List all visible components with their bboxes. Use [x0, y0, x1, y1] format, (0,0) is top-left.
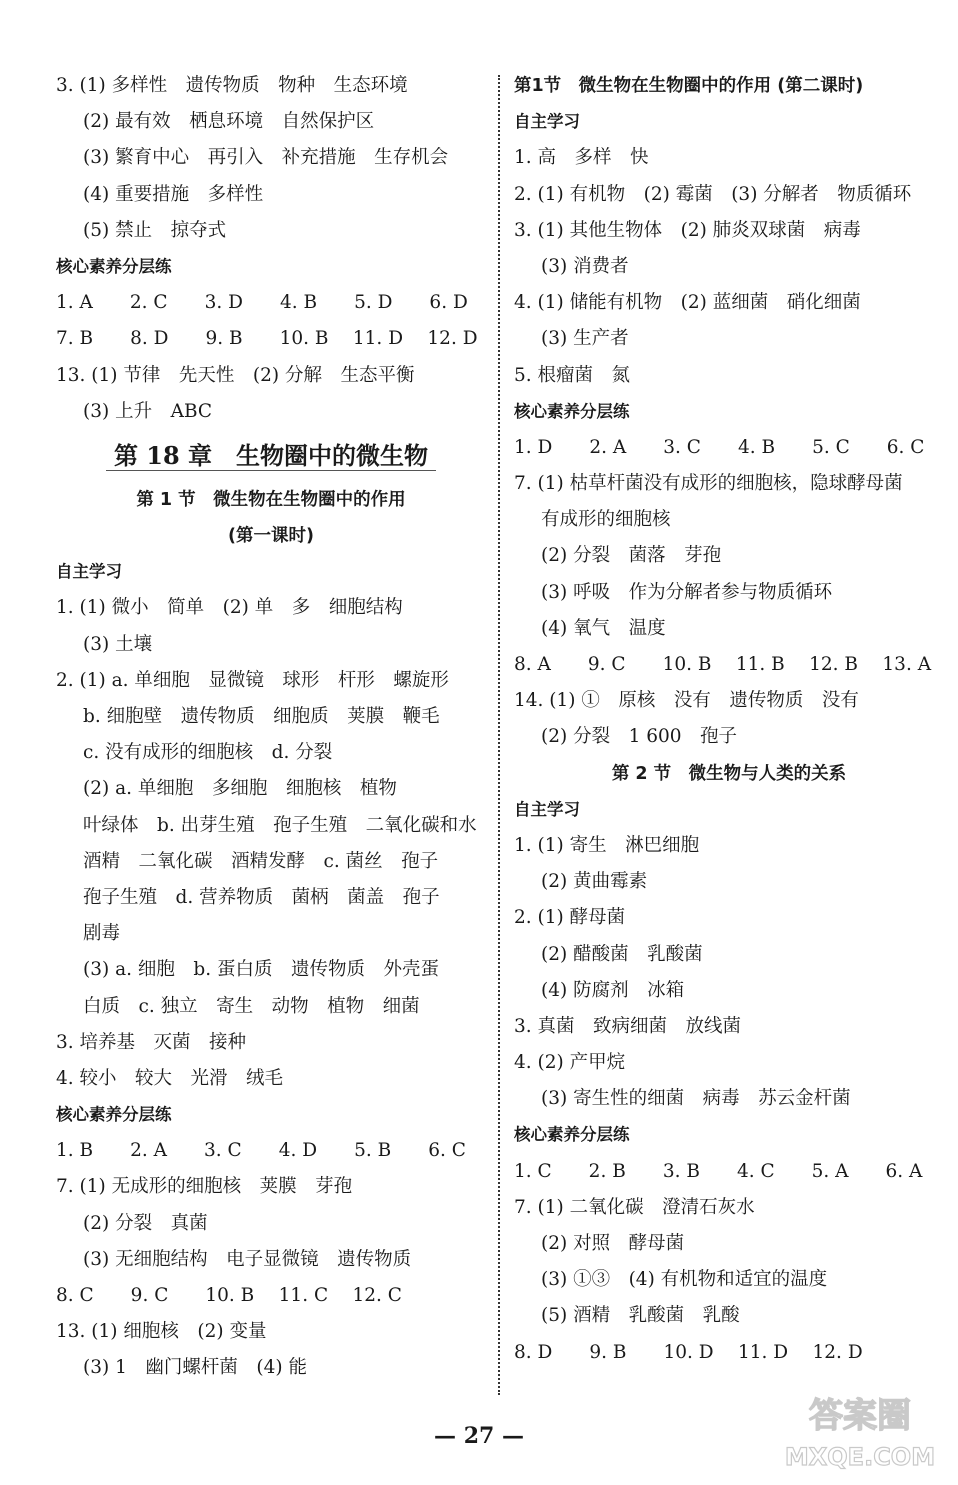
answer-line: (3) 消费者 [541, 255, 629, 277]
subsection-heading: 自主学习 [514, 799, 580, 819]
answer-line: 孢子生殖 d. 营养物质 菌柄 菌盖 孢子 [83, 886, 440, 908]
answer-line: 13. (1) 细胞核 (2) 变量 [56, 1321, 267, 1343]
answer-line: 3. (1) 其他生物体 (2) 肺炎双球菌 病毒 [514, 219, 861, 241]
chapter-title-text: 第 18 章 生物圈中的微生物 [106, 441, 436, 471]
page-number: — 27 — [434, 1423, 524, 1449]
answer-line: (4) 防腐剂 冰箱 [541, 979, 685, 1001]
section-title: (第一课时) [228, 526, 314, 547]
answer-line: 有成形的细胞核 [541, 509, 671, 531]
answer-line: 白质 c. 独立 寄生 动物 植物 细菌 [83, 995, 420, 1017]
left-column [56, 68, 486, 1387]
answer-line: 1. C 2. B 3. B 4. C 5. A 6. A [514, 1160, 923, 1182]
answer-line: (5) 酒精 乳酸菌 乳酸 [541, 1305, 740, 1327]
answer-line: (3) 寄生性的细菌 病毒 苏云金杆菌 [541, 1088, 851, 1110]
answer-line: 1. (1) 微小 简单 (2) 单 多 细胞结构 [56, 597, 403, 619]
answer-line: 14. (1) ① 原核 没有 遗传物质 没有 [514, 690, 859, 712]
answer-line: (3) 繁育中心 再引入 补充措施 生存机会 [83, 147, 449, 169]
answer-line: 4. 较小 较大 光滑 绒毛 [56, 1067, 284, 1089]
answer-line: (2) 对照 酵母菌 [541, 1233, 685, 1254]
answer-line: 4. (1) 储能有机物 (2) 蓝细菌 硝化细菌 [514, 292, 861, 314]
answer-line: 1. A 2. C 3. D 4. B 5. D 6. D [56, 292, 468, 314]
answer-line: 7. (1) 二氧化碳 澄清石灰水 [514, 1196, 755, 1218]
answer-line: (2) 最有效 栖息环境 自然保护区 [83, 111, 375, 133]
answer-line: 13. (1) 节律 先天性 (2) 分解 生态平衡 [56, 364, 415, 386]
answer-line: 1. B 2. A 3. C 4. D 5. B 6. C [56, 1140, 466, 1162]
answer-line: (2) 分裂 真菌 [83, 1212, 208, 1234]
subsection-heading: 自主学习 [56, 562, 122, 582]
answer-line: (3) 无细胞结构 电子显微镜 遗传物质 [83, 1248, 412, 1270]
answer-line: 3. (1) 多样性 遗传物质 物种 生态环境 [56, 75, 408, 96]
chapter-title [56, 430, 486, 482]
subsection-heading: 核心素养分层练 [56, 256, 172, 276]
answer-line: 1. D 2. A 3. C 4. B 5. C 6. C [514, 436, 925, 458]
column-divider [498, 75, 500, 1395]
answer-line: (3) ①③ (4) 有机物和适宜的温度 [541, 1269, 828, 1291]
answer-line: (5) 禁止 掠夺式 [83, 219, 227, 241]
answer-line: (3) 1 幽门螺杆菌 (4) 能 [83, 1357, 307, 1379]
svg-text:答案圈: 答案圈 [809, 1396, 911, 1436]
answer-line: 7. B 8. D 9. B 10. B 11. D 12. D [56, 328, 478, 350]
answer-line: (4) 重要措施 多样性 [83, 183, 264, 205]
answer-line: 8. C 9. C 10. B 11. C 12. C [56, 1285, 402, 1306]
subsection-heading: 核心素养分层练 [514, 1125, 630, 1145]
answer-line: 7. (1) 枯草杆菌没有成形的细胞核，隐球酵母菌 [514, 473, 903, 495]
subsection-heading: 核心素养分层练 [514, 401, 630, 421]
answer-line: 2. (1) 有机物 (2) 霉菌 (3) 分解者 物质循环 [514, 183, 912, 205]
section-title: 第 2 节 微生物与人类的关系 [611, 763, 847, 784]
answer-line: (3) 上升 ABC [83, 400, 213, 422]
answer-line: b. 细胞壁 遗传物质 细胞质 荚膜 鞭毛 [83, 706, 440, 727]
svg-text:MXQE.COM: MXQE.COM [784, 1443, 936, 1471]
answer-line: (2) a. 单细胞 多细胞 细胞核 植物 [83, 778, 397, 800]
answer-line: (3) 生产者 [541, 328, 629, 350]
answer-line: 2. (1) a. 单细胞 显微镜 球形 杆形 螺旋形 [56, 669, 449, 691]
section-title: 第 1 节 微生物在生物圈中的作用 [136, 489, 406, 510]
answer-line: 叶绿体 b. 出芽生殖 孢子生殖 二氧化碳和水 [83, 814, 477, 836]
answer-line: 4. (2) 产甲烷 [514, 1052, 626, 1074]
answer-line: (2) 黄曲霉素 [541, 871, 648, 893]
answer-line: (2) 醋酸菌 乳酸菌 [541, 943, 703, 965]
subsection-heading: 核心素养分层练 [56, 1105, 172, 1125]
answer-line: (4) 氧气 温度 [541, 617, 666, 639]
answer-line: 3. 真菌 致病细菌 放线菌 [514, 1015, 742, 1037]
answer-line: (2) 分裂 1 600 孢子 [541, 726, 738, 748]
answer-line: 7. (1) 无成形的细胞核 荚膜 芽孢 [56, 1176, 353, 1198]
answer-line: (3) a. 细胞 b. 蛋白质 遗传物质 外壳蛋 [83, 959, 439, 981]
subsection-heading: 自主学习 [514, 112, 580, 132]
section-title: 第1节 微生物在生物圈中的作用 (第二课时) [514, 76, 864, 96]
right-column [514, 68, 944, 1371]
answer-line: (3) 呼吸 作为分解者参与物质循环 [541, 581, 833, 603]
answer-line: (3) 土壤 [83, 633, 153, 655]
answer-line: 8. D 9. B 10. D 11. D 12. D [514, 1341, 863, 1363]
answer-line: 2. (1) 酵母菌 [514, 907, 626, 929]
answer-line: 3. 培养基 灭菌 接种 [56, 1031, 247, 1053]
answer-line: (2) 分裂 菌落 芽孢 [541, 545, 722, 567]
answer-line: 5. 根瘤菌 氮 [514, 364, 631, 386]
answer-line: 1. 高 多样 快 [514, 147, 649, 169]
answer-line: 酒精 二氧化碳 酒精发酵 c. 菌丝 孢子 [83, 850, 439, 872]
answer-line: 8. A 9. C 10. B 11. B 12. B 13. A [514, 654, 932, 675]
answer-line: 剧毒 [83, 923, 121, 945]
watermark-logo [770, 1385, 950, 1475]
answer-line: 1. (1) 寄生 淋巴细胞 [514, 834, 700, 856]
answer-line: c. 没有成形的细胞核 d. 分裂 [83, 742, 333, 764]
